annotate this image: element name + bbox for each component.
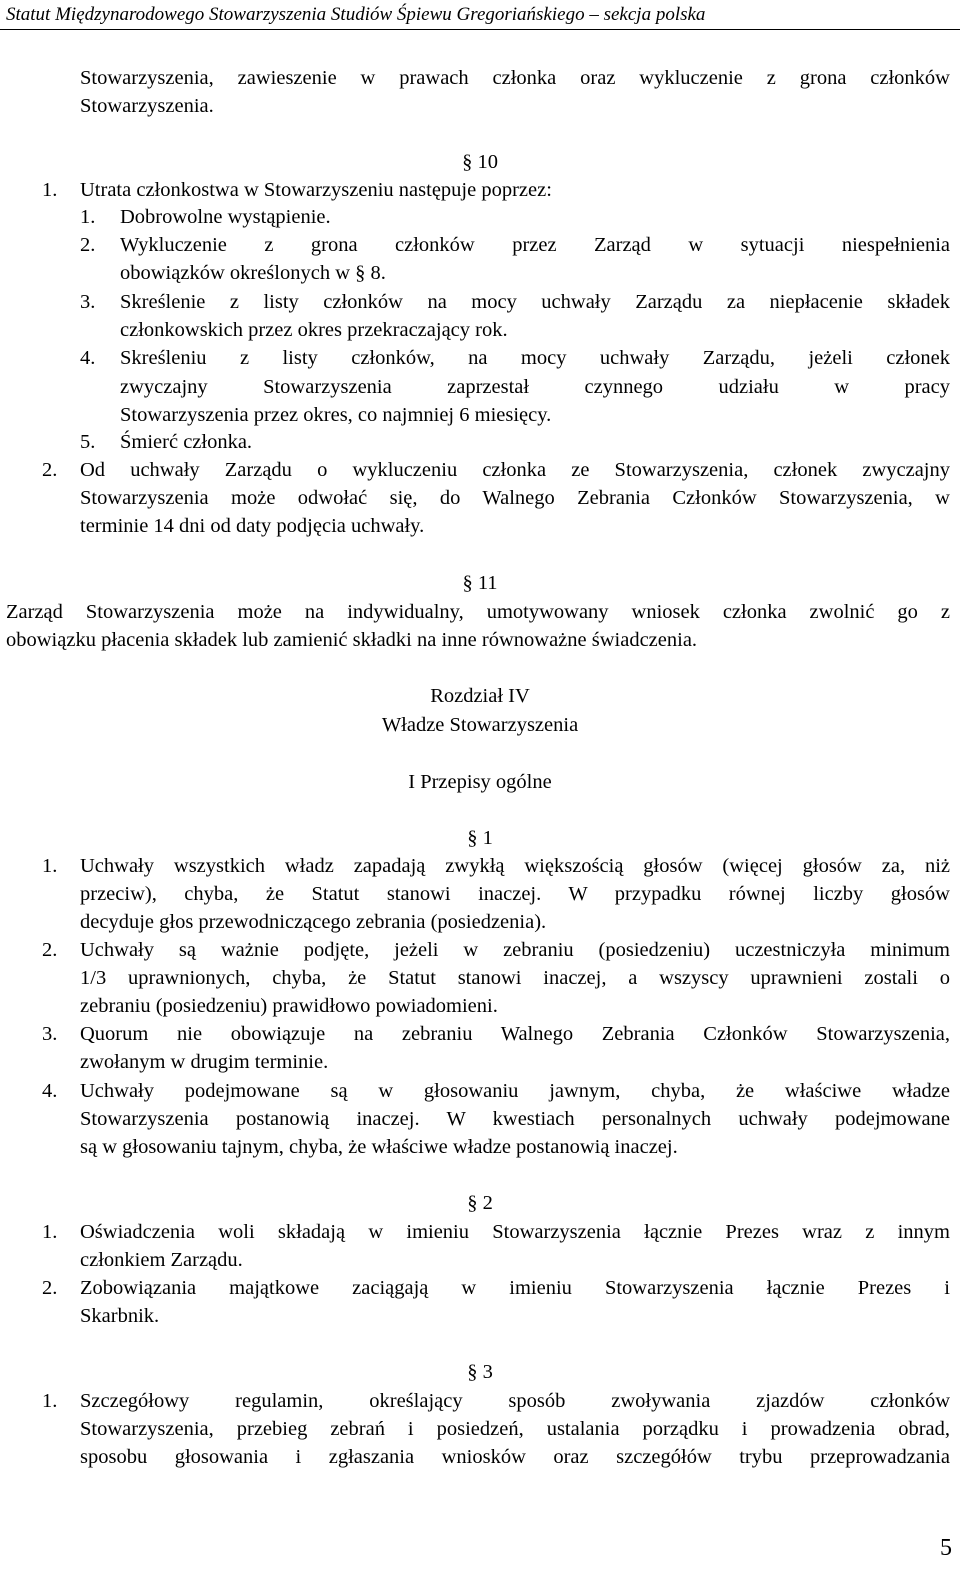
list-number: 3. [42,1023,58,1045]
list-item-text: Skarbnik. [80,1305,160,1327]
continuation-line: Stowarzyszenia, zawieszenie w prawach członka oraz wykluczenie z grona członków [80,67,950,89]
sublist-number: 5. [80,431,96,453]
sublist-item-text: Dobrowolne wystąpienie. [120,206,331,228]
list-item-text: Stowarzyszenia postanowią inaczej. W kwestiach personalnych uchwały podejmowane [80,1108,950,1130]
list-item-text: decyduje głos przewodniczącego zebrania (posiedzenia). [80,911,547,933]
header-title: Statut Międzynarodowego Stowarzyszenia Studiów Śpiewu Gregoriańskiego – sekcja polska [6,4,706,25]
list-number: 1. [42,1390,58,1412]
sublist-item-text: Śmierć członka. [120,431,253,453]
list-item-text: Szczegółowy regulamin, określający sposób zwoływania zjazdów członków [80,1390,950,1412]
list-item-text: Utrata członkostwa w Stowarzyszeniu następuje poprzez: [80,179,552,201]
list-item-text: Uchwały podejmowane są w głosowaniu jawnym, chyba, że właściwe władze [80,1080,950,1102]
sublist-number: 1. [80,206,96,228]
sublist-number: 3. [80,291,96,313]
sublist-item-text: członkowskich przez okres przekraczający rok. [120,319,508,341]
list-item-text: terminie 14 dni od daty podjęcia uchwały. [80,515,425,537]
page-header [0,0,960,30]
section-3-heading: § 3 [467,1361,493,1383]
list-item-text: są w głosowaniu tajnym, chyba, że właściwe władze postanowią inaczej. [80,1136,678,1158]
sublist-item-text: obowiązków określonych w § 8. [120,262,386,284]
list-item-text: Zobowiązania majątkowe zaciągają w imieniu Stowarzyszenia łącznie Prezes i [80,1277,950,1299]
list-number: 4. [42,1080,58,1102]
chapter-title: Rozdział IV [430,685,530,707]
page-number: 5 [940,1535,952,1561]
sublist-item-text: Wykluczenie z grona członków przez Zarząd w sytuacji niespełnienia [120,234,950,256]
list-number: 1. [42,179,58,201]
list-number: 2. [42,939,58,961]
sublist-item-text: Skreśleniu z listy członków, na mocy uchwały Zarządu, jeżeli członek [120,347,950,369]
list-item-text: przeciw), chyba, że Statut stanowi inaczej. W przypadku równej liczby głosów [80,883,950,905]
list-item-text: Quorum nie obowiązuje na zebraniu Walnego Zebrania Członków Stowarzyszenia, [80,1023,950,1045]
list-number: 1. [42,1221,58,1243]
list-item-text: Oświadczenia woli składają w imieniu Stowarzyszenia łącznie Prezes wraz z innym [80,1221,950,1243]
sublist-item-text: Skreślenie z listy członków na mocy uchwały Zarządu za niepłacenie składek [120,291,950,313]
section-2-heading: § 2 [467,1192,493,1214]
list-item-text: 1/3 uprawnionych, chyba, że Statut stanowi inaczej, a wszyscy uprawnieni zostali o [80,967,950,989]
list-item-text: Uchwały wszystkich władz zapadają zwykłą większością głosów (więcej głosów za, niż [80,855,950,877]
paragraph-line: Zarząd Stowarzyszenia może na indywidualny, umotywowany wniosek członka zwolnić go z [6,601,950,623]
list-item-text: zebraniu (posiedzeniu) prawidłowo powiadomieni. [80,995,498,1017]
part-title: I Przepisy ogólne [408,771,552,793]
sublist-item-text: zwyczajny Stowarzyszenia zaprzestał czynnego udziału w pracy [120,376,950,398]
list-item-text: członkiem Zarządu. [80,1249,243,1271]
list-item-text: Uchwały są ważnie podjęte, jeżeli w zebraniu (posiedzeniu) uczestniczyła minimum [80,939,950,961]
sublist-number: 2. [80,234,96,256]
list-number: 2. [42,459,58,481]
list-item-text: Stowarzyszenia może odwołać się, do Walnego Zebrania Członków Stowarzyszenia, w [80,487,950,509]
chapter-subtitle: Władze Stowarzyszenia [381,714,579,736]
list-number: 2. [42,1277,58,1299]
list-item-text: Od uchwały Zarządu o wykluczeniu członka ze Stowarzyszenia, członek zwyczajny [80,459,950,481]
section-1-heading: § 1 [467,827,493,849]
sublist-item-text: Stowarzyszenia przez okres, co najmniej 6 miesięcy. [120,404,552,426]
paragraph-line: obowiązku płacenia składek lub zamienić składki na inne równoważne świadczenia. [6,629,698,651]
sublist-number: 4. [80,347,96,369]
list-number: 1. [42,855,58,877]
section-11-heading: § 11 [462,572,498,594]
section-10-heading: § 10 [462,151,498,173]
list-item-text: sposobu głosowania i zgłaszania wniosków oraz szczegółów trybu przeprowadzania [80,1446,950,1468]
list-item-text: zwołanym w drugim terminie. [80,1051,329,1073]
continuation-line: Stowarzyszenia. [80,95,214,117]
list-item-text: Stowarzyszenia, przebieg zebrań i posiedzeń, ustalania porządku i prowadzenia obrad, [80,1418,950,1440]
